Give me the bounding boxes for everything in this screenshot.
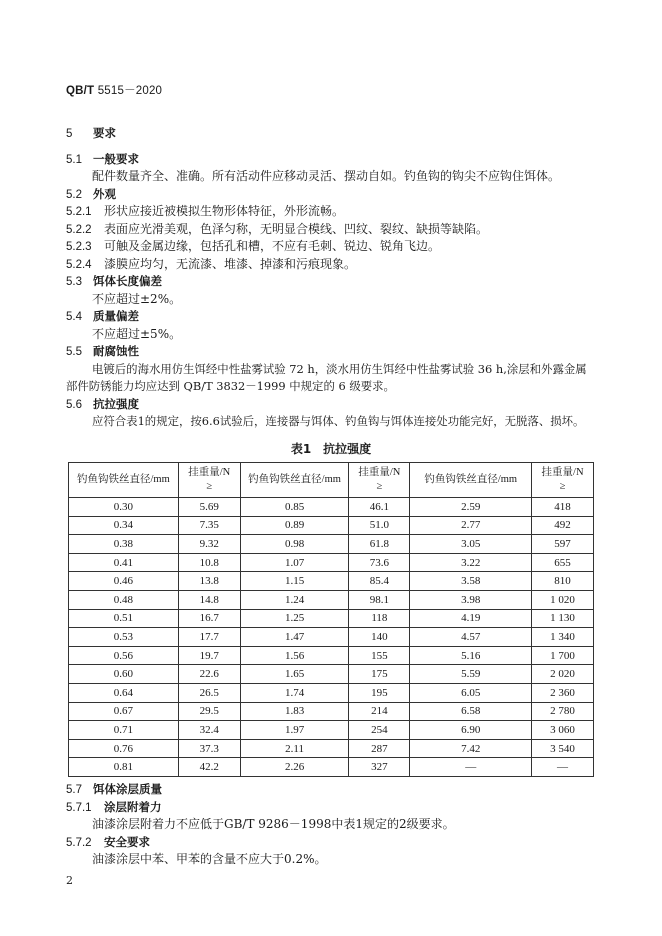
page-number: 2 [66,874,73,887]
table-row [69,739,594,758]
wire-diameter-cell: 4.19 [410,609,532,628]
wire-diameter-cell: 0.41 [69,553,179,572]
section-title: 涂层附着力 [104,800,162,814]
section-5-heading [66,126,116,141]
section-title: 耐腐蚀性 [93,344,139,358]
wire-diameter-cell: 3.22 [410,553,532,572]
section-text: 形状应接近被模拟生物形体特征，外形流畅。 [104,204,345,218]
wire-diameter-cell: 6.05 [410,683,532,702]
wire-diameter-cell: 1.74 [240,683,349,702]
load-cell: 1 020 [532,590,594,609]
section-number: 5.2.1 [66,206,92,218]
section-number: 5.3 [66,276,82,288]
table-row [69,758,594,777]
load-cell: 17.7 [178,628,240,647]
wire-diameter-cell: 1.24 [240,590,349,609]
section-number: 5.7.1 [66,802,92,814]
column-header-load [532,463,594,498]
wire-diameter-cell: 2.26 [240,758,349,777]
wire-diameter-cell: 4.57 [410,628,532,647]
wire-diameter-cell: 2.77 [410,516,532,535]
section-text: 可触及金属边缘，包括孔和槽，不应有毛刺、锐边、锐角飞边。 [104,239,441,253]
load-cell: 7.35 [178,516,240,535]
section-5-5-text-line1: 电镀后的海水用仿生饵经中性盐雾试验 72 h，淡水用仿生饵经中性盐雾试验 36 h,涂层和外露金属 [92,362,587,376]
wire-diameter-cell: 0.30 [69,498,179,517]
table-row [69,553,594,572]
section-5-2-heading [66,187,116,202]
section-number: 5.6 [66,399,82,411]
wire-diameter-cell: 0.48 [69,590,179,609]
section-number: 5.7.2 [66,837,92,849]
load-cell: 14.8 [178,590,240,609]
wire-diameter-cell: 5.59 [410,665,532,684]
load-cell: 42.2 [178,758,240,777]
section-number: 5.4 [66,311,82,323]
section-5-7-2-heading [66,835,150,850]
section-5-3-heading [66,274,162,289]
section-5-2-3 [66,239,440,254]
wire-diameter-cell: 6.58 [410,702,532,721]
wire-diameter-cell: 0.85 [240,498,349,517]
load-cell: 73.6 [349,553,410,572]
section-title: 抗拉强度 [93,397,139,411]
wire-diameter-cell: 3.98 [410,590,532,609]
wire-diameter-cell: — [410,758,532,777]
table-row [69,646,594,665]
wire-diameter-cell: 0.71 [69,721,179,740]
load-cell: 61.8 [349,535,410,554]
section-title: 饵体涂层质量 [93,782,162,796]
wire-diameter-cell: 1.56 [240,646,349,665]
load-cell: 418 [532,498,594,517]
section-5-5-text-line2: 部件防锈能力均应达到 QB/T 3832－1999 中规定的 6 级要求。 [66,379,395,393]
load-cell: 9.32 [178,535,240,554]
section-number: 5.2 [66,189,82,201]
wire-diameter-cell: 3.58 [410,572,532,591]
section-title: 质量偏差 [93,309,139,323]
wire-diameter-cell: 0.98 [240,535,349,554]
wire-diameter-cell: 1.47 [240,628,349,647]
load-cell: 2 020 [532,665,594,684]
load-cell: 32.4 [178,721,240,740]
wire-diameter-cell: 3.05 [410,535,532,554]
load-symbol: ≥ [206,481,213,492]
load-cell: 98.1 [349,590,410,609]
section-number: 5.2.4 [66,259,92,271]
wire-diameter-cell: 7.42 [410,739,532,758]
load-cell: 3 540 [532,739,594,758]
standard-number: 5515－2020 [97,85,163,97]
wire-diameter-cell: 1.07 [240,553,349,572]
section-5-1-text: 配件数量齐全、准确。所有活动件应移动灵活、摆动自如。钓鱼钩的钩尖不应钩住饵体。 [92,169,561,183]
load-cell: 29.5 [178,702,240,721]
wire-diameter-cell: 0.81 [69,758,179,777]
load-cell: 22.6 [178,665,240,684]
load-cell: 2 360 [532,683,594,702]
table-body [69,498,594,777]
load-cell: 5.69 [178,498,240,517]
wire-diameter-cell: 0.53 [69,628,179,647]
load-cell: 13.8 [178,572,240,591]
column-header-diameter: 钓鱼钩铁丝直径/mm [410,463,532,498]
wire-diameter-cell: 1.83 [240,702,349,721]
wire-diameter-cell: 0.51 [69,609,179,628]
wire-diameter-cell: 1.15 [240,572,349,591]
wire-diameter-cell: 0.67 [69,702,179,721]
section-title: 外观 [93,187,116,201]
column-header-diameter: 钓鱼钩铁丝直径/mm [240,463,349,498]
load-cell: 19.7 [178,646,240,665]
section-5-6-heading [66,397,139,412]
load-cell: 155 [349,646,410,665]
section-5-3-text: 不应超过±2%。 [92,292,182,306]
table-row [69,683,594,702]
wire-diameter-cell: 2.11 [240,739,349,758]
section-text: 表面应光滑美观，色泽匀称，无明显合模线、凹纹、裂纹、缺损等缺陷。 [104,222,489,236]
wire-diameter-cell: 0.60 [69,665,179,684]
table-caption: 表1 抗拉强度 [290,442,372,456]
section-5-7-2-text: 油漆涂层中苯、甲苯的含量不应大于0.2%。 [92,852,327,866]
load-cell: 51.0 [349,516,410,535]
table-row [69,628,594,647]
load-cell: 327 [349,758,410,777]
table-row [69,609,594,628]
section-number: 5.5 [66,346,82,358]
load-cell: 1 700 [532,646,594,665]
load-cell: 175 [349,665,410,684]
section-5-7-heading [66,782,162,797]
section-5-5-heading [66,344,139,359]
load-cell: 810 [532,572,594,591]
wire-diameter-cell: 1.97 [240,721,349,740]
wire-diameter-cell: 6.90 [410,721,532,740]
column-header-load [178,463,240,498]
standard-code: QB/T [66,85,95,97]
section-5-7-1-text: 油漆涂层附着力不应低于GB/T 9286－1998中表1规定的2级要求。 [92,817,455,831]
section-title: 要求 [93,126,116,140]
load-label: 挂重量/N [541,467,584,478]
section-number: 5.2.3 [66,241,92,253]
wire-diameter-cell: 0.34 [69,516,179,535]
table-row [69,516,594,535]
load-cell: 26.5 [178,683,240,702]
load-cell: 118 [349,609,410,628]
section-5-2-2 [66,222,488,237]
load-cell: 46.1 [349,498,410,517]
load-cell: 140 [349,628,410,647]
load-symbol: ≥ [559,481,566,492]
section-5-7-1-heading [66,800,162,815]
load-cell: 254 [349,721,410,740]
load-cell: — [532,758,594,777]
load-cell: 2 780 [532,702,594,721]
section-number: 5 [66,128,73,140]
wire-diameter-cell: 0.38 [69,535,179,554]
load-cell: 655 [532,553,594,572]
section-5-1-heading [66,152,139,167]
wire-diameter-cell: 2.59 [410,498,532,517]
load-cell: 214 [349,702,410,721]
wire-diameter-cell: 0.46 [69,572,179,591]
section-title: 安全要求 [104,835,150,849]
section-number: 5.7 [66,784,82,796]
document-header [66,82,162,98]
table-row [69,535,594,554]
section-number: 5.2.2 [66,224,92,236]
column-header-load [349,463,410,498]
wire-diameter-cell: 1.25 [240,609,349,628]
load-cell: 287 [349,739,410,758]
load-cell: 1 340 [532,628,594,647]
wire-diameter-cell: 0.89 [240,516,349,535]
load-cell: 492 [532,516,594,535]
wire-diameter-cell: 0.76 [69,739,179,758]
section-number: 5.1 [66,154,82,166]
wire-diameter-cell: 0.56 [69,646,179,665]
load-cell: 195 [349,683,410,702]
load-label: 挂重量/N [188,467,231,478]
load-cell: 85.4 [349,572,410,591]
wire-diameter-cell: 1.65 [240,665,349,684]
load-label: 挂重量/N [358,467,401,478]
load-cell: 37.3 [178,739,240,758]
load-cell: 1 130 [532,609,594,628]
column-header-diameter: 钓鱼钩铁丝直径/mm [69,463,179,498]
table-header-row [69,463,594,498]
section-5-6-text: 应符合表1的规定，按6.6试验后，连接器与饵体、钓鱼钩与饵体连接处功能完好，无脱落、损坏。 [92,414,585,428]
section-title: 饵体长度偏差 [93,274,162,288]
tensile-strength-table [68,462,594,777]
load-cell: 10.8 [178,553,240,572]
section-5-4-heading [66,309,139,324]
section-5-2-1 [66,204,344,219]
table-row [69,590,594,609]
wire-diameter-cell: 5.16 [410,646,532,665]
table-row [69,572,594,591]
load-cell: 597 [532,535,594,554]
table-row [69,498,594,517]
table-row [69,702,594,721]
load-cell: 16.7 [178,609,240,628]
table-row [69,721,594,740]
section-5-4-text: 不应超过±5%。 [92,327,182,341]
section-title: 一般要求 [93,152,139,166]
table-row [69,665,594,684]
section-text: 漆膜应均匀，无流漆、堆漆、掉漆和污痕现象。 [104,257,357,271]
load-cell: 3 060 [532,721,594,740]
load-symbol: ≥ [376,481,383,492]
section-5-2-4 [66,257,356,272]
wire-diameter-cell: 0.64 [69,683,179,702]
